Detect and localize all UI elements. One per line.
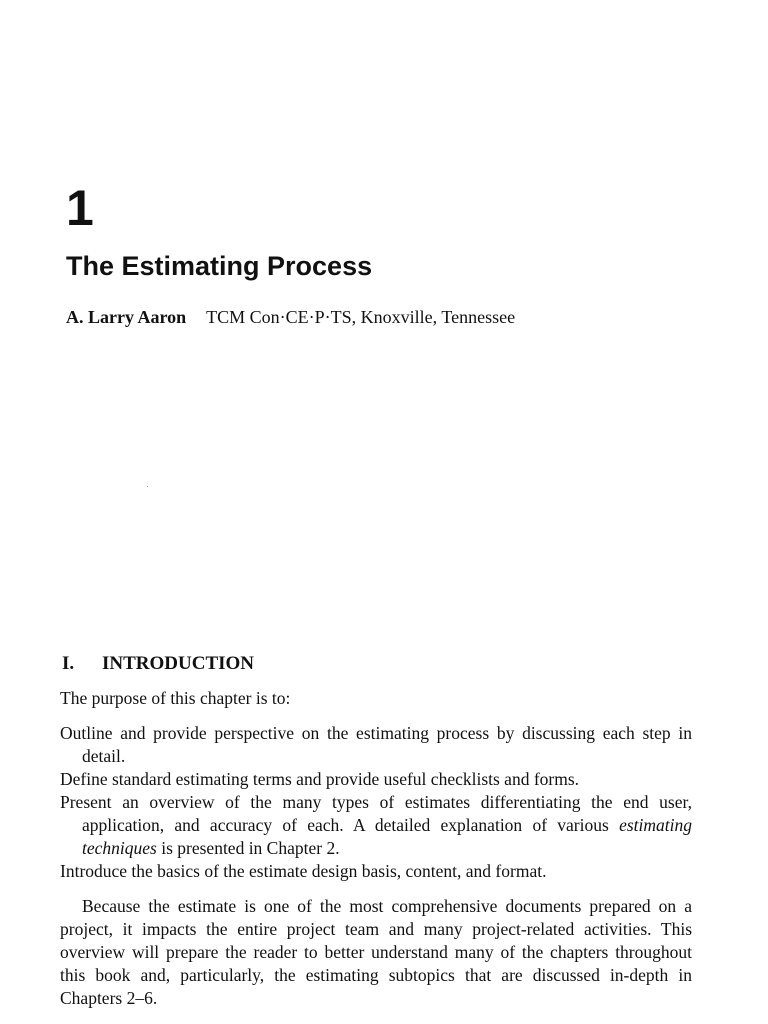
purpose-item-outline: Outline and provide perspective on the estimating process by discussing each step in detail. bbox=[60, 723, 692, 766]
byline bbox=[66, 304, 515, 330]
intro-line: The purpose of this chapter is to: bbox=[60, 688, 291, 708]
purpose-item-present bbox=[60, 791, 692, 860]
purpose-item-define: Define standard estimating terms and provide useful checklists and forms. bbox=[60, 769, 580, 789]
author-affiliation: TCM Con·CE·P·TS, Knoxville, Tennessee bbox=[206, 307, 516, 327]
purpose-emphasis: estimating techniques bbox=[82, 815, 692, 858]
body-paragraph: Because the estimate is one of the most comprehensive documents prepared on a project, it impacts the entire project team and many project-related activities. This overview will prepare the reader to better understand many of the chapters throughout this book and, particularly, the estimating subtopics that are discussed in-depth in Chapters 2–6. bbox=[60, 896, 692, 1008]
section-numeral: I. bbox=[62, 653, 75, 674]
purpose-item-introduce: Introduce the basics of the estimate design basis, content, and format. bbox=[60, 861, 547, 881]
author-name: A. Larry Aaron bbox=[66, 307, 187, 327]
chapter-title: The Estimating Process bbox=[66, 251, 373, 281]
purpose-text-before: Present an overview of the many types of estimates differentiating the end user, application, and accuracy of each. A detailed explanation of various bbox=[60, 792, 692, 835]
scan-speck bbox=[147, 486, 148, 487]
chapter-number: 1 bbox=[66, 180, 94, 236]
purpose-text-after: is presented in Chapter 2. bbox=[156, 838, 340, 858]
section-title: INTRODUCTION bbox=[102, 653, 255, 674]
purpose-list bbox=[60, 722, 692, 883]
section-heading bbox=[62, 651, 254, 677]
